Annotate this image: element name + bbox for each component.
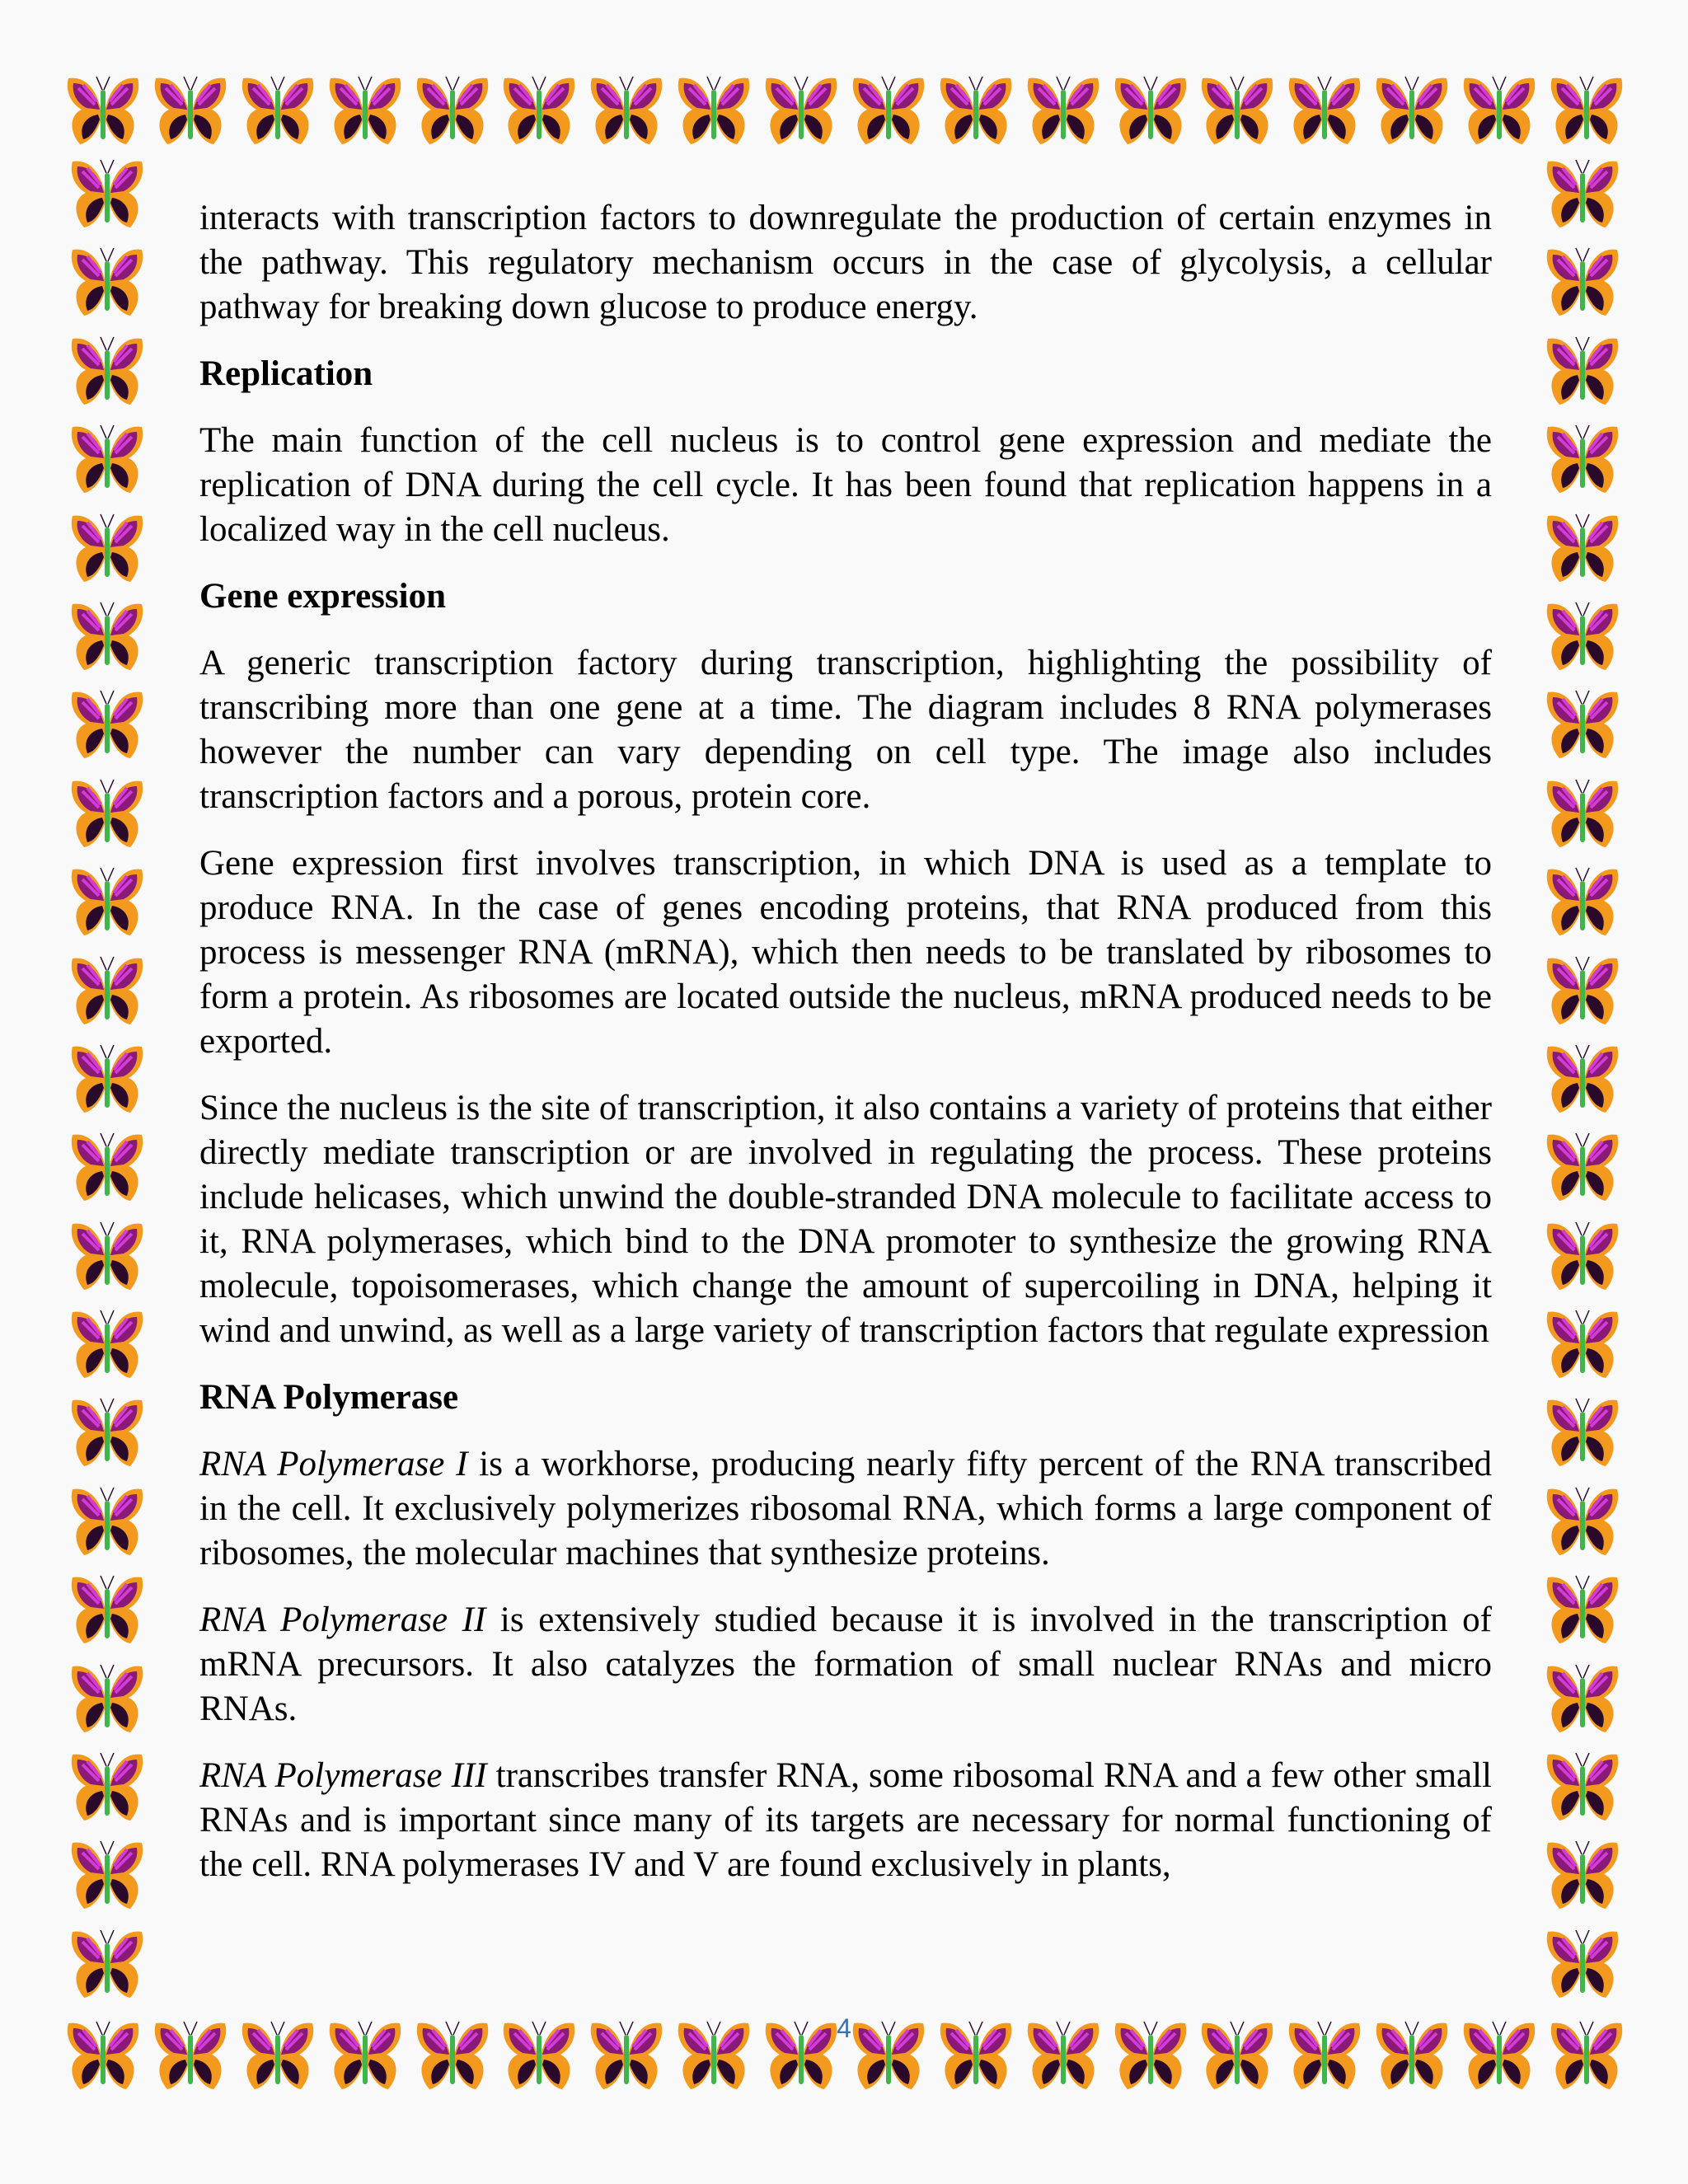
butterfly-icon: [66, 1927, 148, 2003]
butterfly-icon: [1541, 334, 1624, 410]
butterfly-icon: [1022, 73, 1104, 149]
paragraph-transcription-factory: A generic transcription factory during transcription, highlighting the possibility of transcribing more than one gene at a time. The diagram includes 8 RNA polymerases however the number can vary depending on cell type. The image also includes transcription factors and a porous, protein core.: [199, 644, 1492, 816]
paragraph-mrna: Gene expression first involves transcription, in which DNA is used as a template to produce RNA. In the case of genes encoding proteins, that RNA produced from this process is messenger RNA (mRNA), which then needs to be translated by ribosomes to form a protein. As ribosomes are located outside the nucleus, mRNA produced needs to be exported.: [199, 844, 1492, 1061]
butterfly-icon: [1541, 1750, 1624, 1825]
butterfly-icon: [1541, 1130, 1624, 1206]
butterfly-icon: [1541, 954, 1624, 1029]
text-polymerase-1: is a workhorse, producing nearly fifty percent of the RNA transcribed in the cell. It exclusively polymerizes ribosomal RNA, which forms a large component of ribosomes, the molecular machines that synthesize proteins.: [199, 1445, 1492, 1572]
butterfly-icon: [1541, 245, 1624, 321]
paragraph-polymerase-3: [199, 1754, 1492, 1887]
butterfly-icon: [1541, 1484, 1624, 1560]
butterfly-icon: [498, 73, 580, 149]
butterfly-icon: [1541, 776, 1624, 852]
butterfly-icon: [1541, 1219, 1624, 1295]
term-polymerase-2: RNA Polymerase II: [199, 1601, 486, 1639]
document-body: [199, 196, 1492, 1910]
heading-replication: Replication: [199, 354, 373, 393]
butterfly-icon: [1196, 73, 1278, 149]
butterfly-icon: [66, 1484, 148, 1560]
butterfly-icon: [935, 73, 1017, 149]
butterfly-icon: [1541, 1661, 1624, 1737]
paragraph-replication: The main function of the cell nucleus is to control gene expression and mediate the replication of DNA during the cell cycle. It has been found that replication happens in a localized way in the cell nucleus.: [199, 421, 1492, 549]
butterfly-icon: [847, 73, 930, 149]
butterfly-icon: [66, 245, 148, 321]
butterfly-icon: [66, 334, 148, 410]
butterfly-icon: [1545, 73, 1628, 149]
heading-rna-polymerase: RNA Polymerase: [199, 1378, 459, 1417]
border-top: [62, 66, 1628, 157]
butterfly-icon: [411, 73, 494, 149]
paragraph-nuclear-proteins: Since the nucleus is the site of transcription, it also contains a variety of proteins that either directly mediate transcription or are involved in regulating the process. These proteins include helicases, which unwind the double-stranded DNA molecule to facilitate access to it, RNA polymerases, which bind to the DNA promoter to synthesize the growing RNA molecule, topoisomerases, which change the amount of supercoiling in DNA, helping it wind and unwind, as well as a large variety of transcription factors that regulate expression: [199, 1089, 1492, 1350]
butterfly-icon: [1541, 422, 1624, 498]
butterfly-icon: [66, 599, 148, 675]
butterfly-icon: [585, 73, 668, 149]
butterfly-icon: [237, 73, 319, 149]
butterfly-icon: [1541, 511, 1624, 587]
butterfly-icon: [1541, 1307, 1624, 1383]
butterfly-icon: [1541, 865, 1624, 940]
butterfly-icon: [66, 1572, 148, 1648]
text-polymerase-2: is extensively studied because it is involved in the transcription of mRNA precursors. It also catalyzes the formation of small nuclear RNAs and micro RNAs.: [199, 1601, 1492, 1728]
butterfly-icon: [66, 422, 148, 498]
butterfly-icon: [66, 1838, 148, 1914]
butterfly-icon: [760, 73, 842, 149]
butterfly-icon: [66, 1130, 148, 1206]
butterfly-icon: [66, 1042, 148, 1118]
butterfly-icon: [673, 73, 755, 149]
butterfly-icon: [66, 1395, 148, 1471]
butterfly-icon: [1541, 1927, 1624, 2003]
butterfly-icon: [1541, 1395, 1624, 1471]
butterfly-icon: [66, 157, 148, 232]
term-polymerase-1: RNA Polymerase I: [199, 1445, 468, 1483]
butterfly-icon: [149, 73, 232, 149]
butterfly-icon: [1541, 1042, 1624, 1118]
border-left: [62, 157, 152, 2003]
paragraph-polymerase-1: [199, 1442, 1492, 1576]
butterfly-icon: [1541, 1838, 1624, 1914]
butterfly-icon: [62, 73, 144, 149]
butterfly-icon: [324, 73, 406, 149]
butterfly-icon: [66, 511, 148, 587]
butterfly-icon: [66, 954, 148, 1029]
butterfly-icon: [66, 1307, 148, 1383]
butterfly-icon: [66, 776, 148, 852]
butterfly-icon: [66, 1661, 148, 1737]
paragraph-glycolysis: interacts with transcription factors to downregulate the production of certain enzymes in the pathway. This regulatory mechanism occurs in the case of glycolysis, a cellular pathway for breaking down glucose to produce energy.: [199, 199, 1492, 326]
butterfly-icon: [1541, 1572, 1624, 1648]
page-number: 4: [837, 2013, 851, 2043]
border-right: [1537, 157, 1628, 2003]
butterfly-icon: [1458, 73, 1540, 149]
butterfly-icon: [1109, 73, 1192, 149]
butterfly-icon: [1371, 73, 1453, 149]
butterfly-icon: [1541, 157, 1624, 232]
heading-gene-expression: Gene expression: [199, 577, 447, 616]
butterfly-icon: [1541, 687, 1624, 763]
term-polymerase-3: RNA Polymerase III: [199, 1756, 487, 1795]
paragraph-polymerase-2: [199, 1598, 1492, 1732]
butterfly-icon: [1283, 73, 1366, 149]
butterfly-icon: [66, 1750, 148, 1825]
text-polymerase-3: transcribes transfer RNA, some ribosomal RNA and a few other small RNAs and is important since many of its targets are necessary for normal functioning of the cell. RNA polymerases IV and V are found exclusively in plants,: [199, 1756, 1492, 1884]
butterfly-icon: [66, 687, 148, 763]
butterfly-icon: [66, 1219, 148, 1295]
butterfly-icon: [66, 865, 148, 940]
butterfly-icon: [1541, 599, 1624, 675]
